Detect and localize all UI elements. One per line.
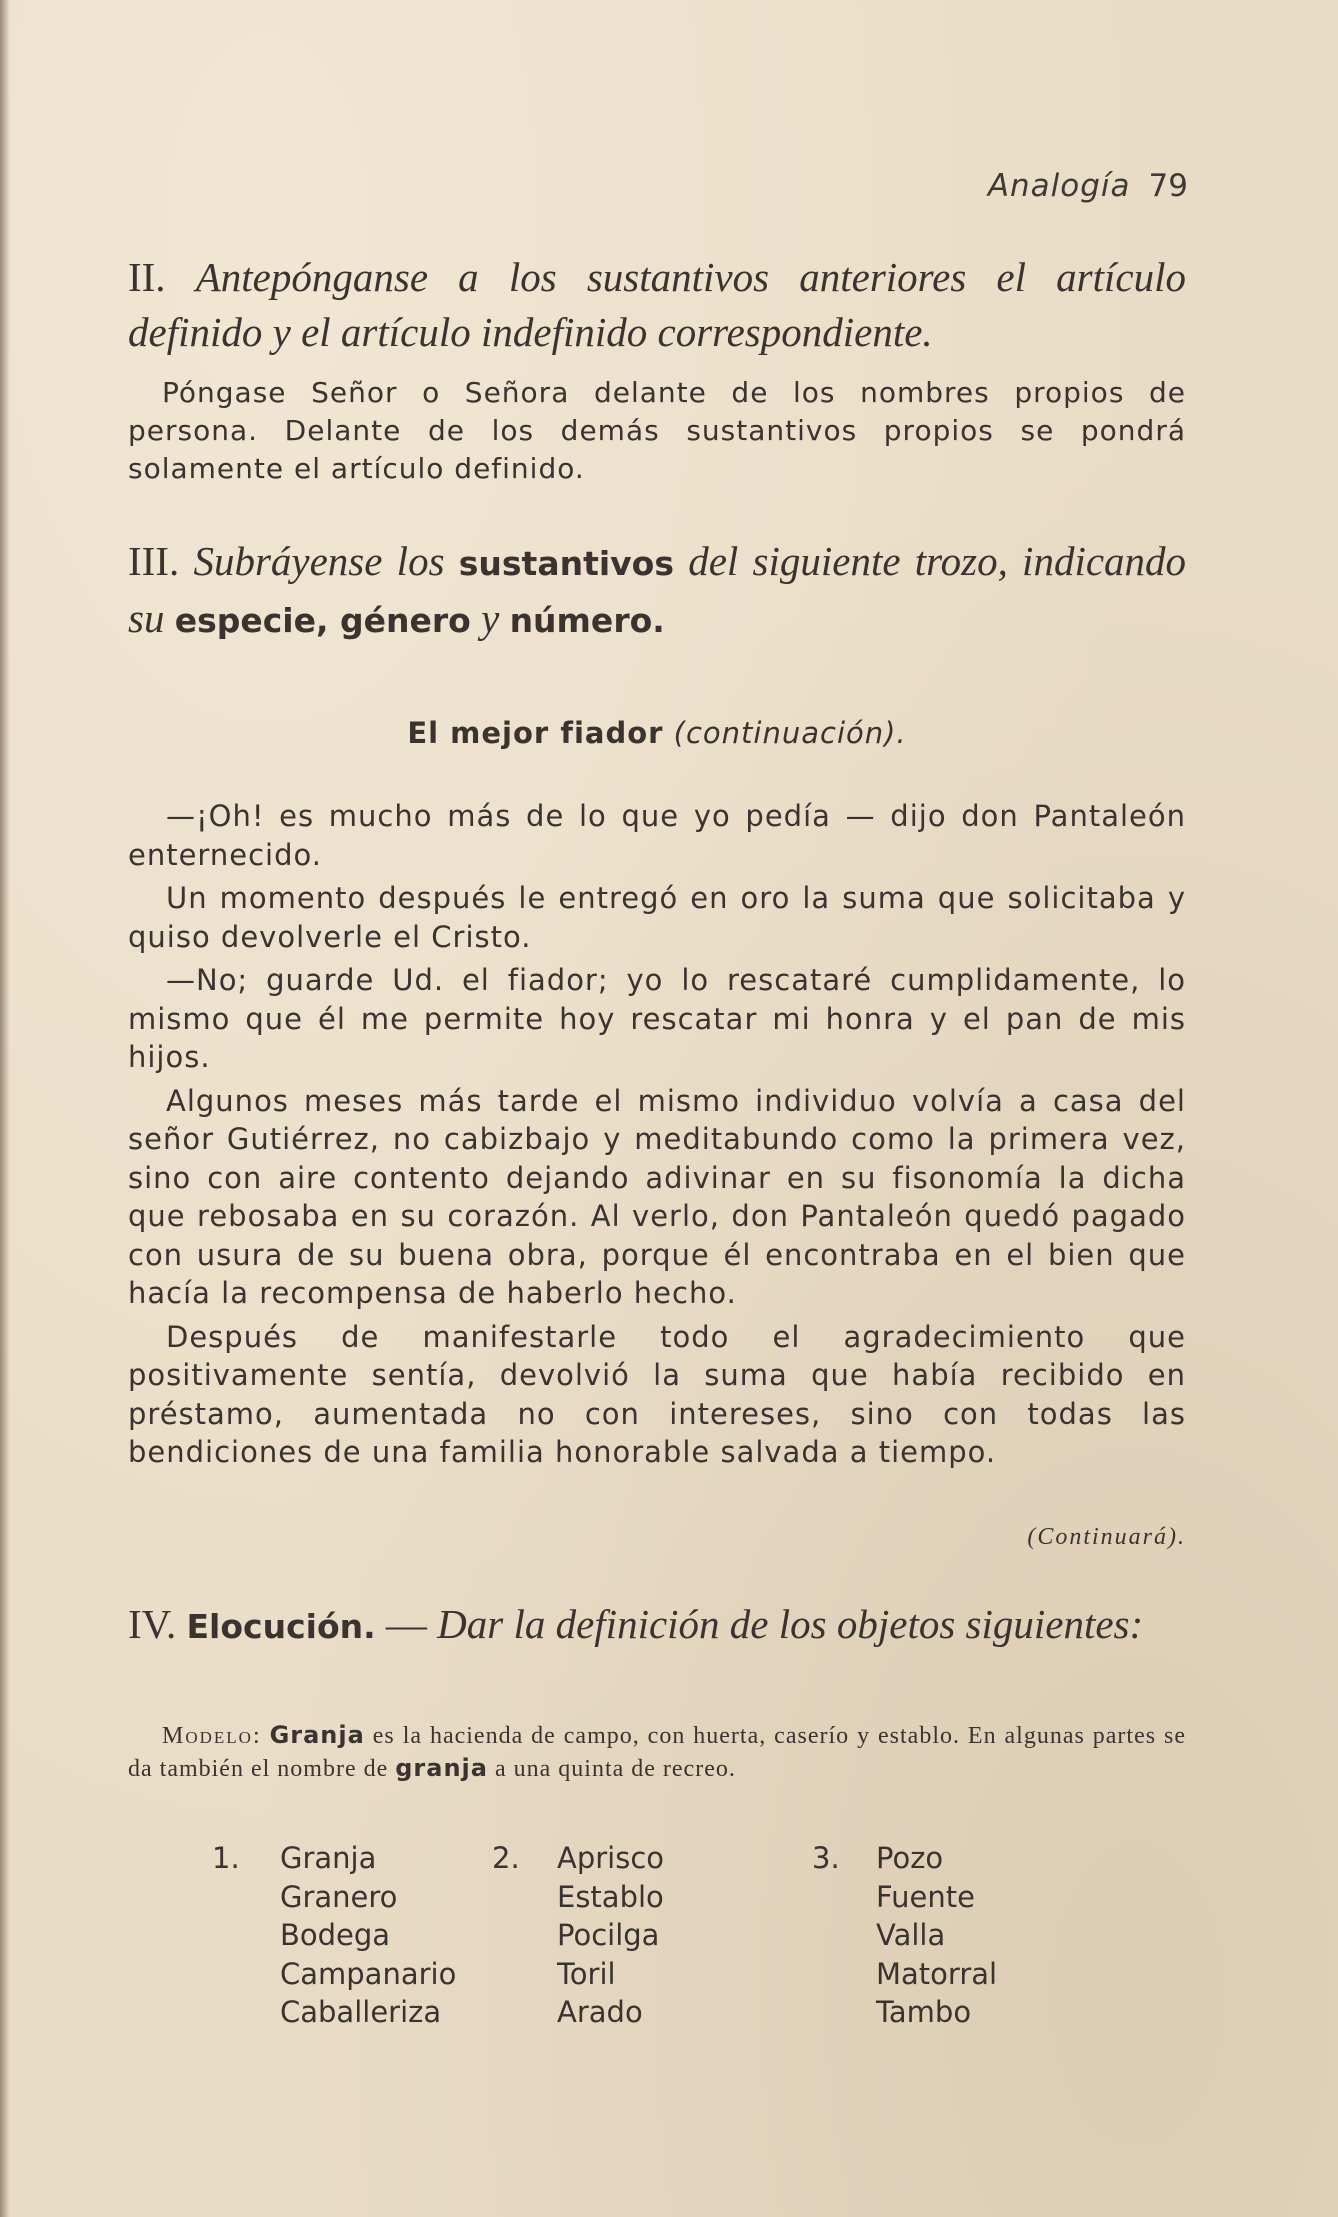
exercise-3-text-1: Subráyense los — [193, 538, 445, 584]
story-paragraph: Un momento después le entregó en oro la suma que solicitaba y quiso devolverle el Cristo. — [128, 881, 1186, 954]
story-paragraph: —No; guarde Ud. el fiador; yo lo rescataré cumplidamente, lo mismo que él me permite hoy rescatar mi honra y el pan de mis hijos. — [128, 963, 1186, 1074]
story-title-continuation: (continuación). — [673, 716, 907, 750]
list-item: Caballeriza — [280, 1995, 442, 2029]
exercise-4-dash: — — [385, 1601, 427, 1647]
page-number: 79 — [1148, 168, 1188, 204]
model-text-1: es la hacienda de campo, con huerta, caserío y establo. En algunas partes se da también el nombre de — [128, 1723, 1187, 1782]
continued-note: (Continuará). — [1027, 1524, 1186, 1550]
list-item: Granja — [280, 1841, 377, 1875]
exercise-3-text-3: y — [481, 595, 500, 641]
model-label: Modelo: — [162, 1723, 262, 1749]
list-item: Pocilga — [557, 1918, 660, 1952]
story-body — [128, 797, 1186, 1477]
exercise-2-number: II. — [128, 254, 166, 300]
running-title: Analogía — [987, 168, 1131, 204]
word-list-3 — [876, 1839, 997, 2032]
word-list-2 — [557, 1839, 664, 2032]
word-list-1 — [280, 1839, 456, 2032]
page-edge-shadow — [0, 0, 10, 2217]
model-word-2: granja — [395, 1754, 488, 1782]
exercise-3-bold-3: número. — [509, 601, 665, 640]
exercise-2-text: Antepónganse a los sustantivos anteriores el artículo definido y el artículo indefinido correspondiente. — [128, 254, 1187, 355]
exercise-3-bold-2: especie, género — [174, 601, 471, 640]
list-item: Arado — [557, 1995, 643, 2029]
model-example — [128, 1719, 1186, 1785]
exercise-2-note: Póngase Señor o Señora delante de los nombres propios de persona. Delante de los demás sustantivos propios se pondrá solamente el artículo definido. — [128, 376, 1186, 485]
list-item: Toril — [557, 1956, 616, 1991]
list-number: 2. — [492, 1841, 520, 1875]
list-number: 1. — [212, 1841, 240, 1875]
story-title — [128, 716, 1186, 750]
exercise-3-text-2: del siguiente trozo, indicando su — [128, 538, 1187, 641]
story-title-main: El mejor fiador — [407, 716, 664, 750]
list-item: Campanario — [280, 1956, 457, 1991]
exercise-3-instruction — [128, 534, 1186, 648]
list-item: Granero — [280, 1879, 398, 1914]
list-item: Bodega — [280, 1918, 391, 1952]
exercise-3-bold-1: sustantivos — [458, 544, 674, 583]
list-item: Pozo — [876, 1841, 944, 1875]
list-item: Valla — [876, 1918, 946, 1952]
exercise-3-number: III. — [128, 538, 180, 584]
story-paragraph: Algunos meses más tarde el mismo individuo volvía a casa del señor Gutiérrez, no cabizbajo y meditabundo como la primera vez, sino con aire contento dejando adivinar en su fisonomía la dicha que rebosaba en su corazón. Al verlo, don Pantaleón quedó pagado con usura de su buena obra, porque él encontraba en el bien que hacía la recompensa de haberlo hecho. — [128, 1083, 1186, 1310]
list-number: 3. — [812, 1841, 840, 1875]
list-item: Aprisco — [557, 1841, 665, 1875]
story-paragraph: Después de manifestarle todo el agradecimiento que positivamente sentía, devolvió la suma que había recibido en préstamo, aumentada no con intereses, sino con todas las bendiciones de una familia honorable salvada a tiempo. — [128, 1319, 1186, 1469]
list-item: Establo — [557, 1879, 664, 1914]
exercise-4-instruction — [128, 1597, 1186, 1654]
exercise-2-instruction — [128, 250, 1186, 360]
exercise-4-text: Dar la definición de los objetos siguientes: — [437, 1601, 1144, 1647]
exercise-4-number: IV. — [128, 1601, 177, 1647]
model-text-2: a una quinta de recreo. — [494, 1756, 736, 1782]
exercise-4-bold: Elocución. — [186, 1607, 376, 1646]
story-paragraph: —¡Oh! es mucho más de lo que yo pedía — dijo don Pantaleón enternecido. — [128, 799, 1186, 872]
page-header — [988, 168, 1188, 204]
list-item: Matorral — [876, 1956, 998, 1991]
list-item: Tambo — [876, 1995, 972, 2029]
model-word-1: Granja — [269, 1721, 365, 1749]
list-item: Fuente — [876, 1879, 975, 1914]
